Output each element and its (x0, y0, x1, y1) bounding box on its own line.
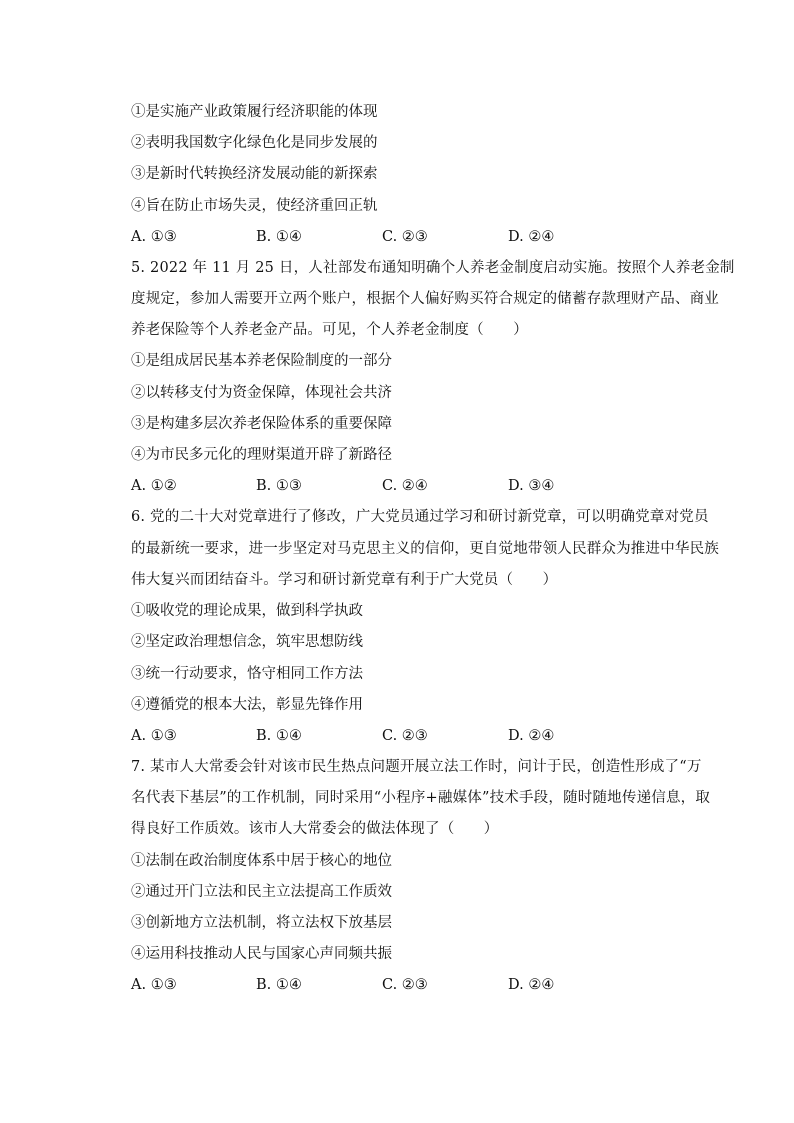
statement-3: ③统一行动要求，恪守相同工作方法 (131, 666, 363, 682)
option-a[interactable]: A. ①③ (131, 977, 177, 993)
statement-3: ③是新时代转换经济发展动能的新探索 (131, 166, 378, 182)
statement-4: ④运用科技推动人民与国家心声同频共振 (131, 946, 392, 962)
option-d[interactable]: D. ②④ (508, 229, 555, 245)
option-c[interactable]: C. ②④ (382, 478, 428, 494)
option-b[interactable]: B. ①③ (256, 478, 302, 494)
statement-2: ②通过开门立法和民主立法提高工作质效 (131, 884, 392, 900)
option-d[interactable]: D. ②④ (508, 728, 555, 744)
statement-3: ③是构建多层次养老保险体系的重要保障 (131, 416, 392, 432)
statement-2: ②表明我国数字化绿色化是同步发展的 (131, 135, 378, 151)
statement-4: ④旨在防止市场失灵，使经济重回正轨 (131, 198, 378, 214)
option-a[interactable]: A. ①② (131, 478, 177, 494)
statement-1: ①法制在政治制度体系中居于核心的地位 (131, 853, 392, 869)
question-stem-line: 的最新统一要求，进一步坚定对马克思主义的信仰，更自觉地带领人民群众为推进中华民族 (131, 541, 719, 557)
question-stem-line: 伟大复兴而团结奋斗。学习和研讨新党章有利于广大党员（ ） (131, 572, 558, 588)
option-d[interactable]: D. ③④ (508, 478, 555, 494)
question-stem-line: 7. 某市人大常委会针对该市民生热点问题开展立法工作时，问计于民，创造性形成了“万 (131, 759, 702, 775)
question-stem-line: 名代表下基层”的工作机制，同时采用“小程序+融媒体”技术手段，随时随地传递信息，取 (131, 790, 711, 806)
question-stem-line: 6. 党的二十大对党章进行了修改，广大党员通过学习和研讨新党章，可以明确党章对党员 (131, 509, 709, 525)
option-b[interactable]: B. ①④ (256, 977, 302, 993)
question-stem-line: 度规定，参加人需要开立两个账户，根据个人偏好购买符合规定的储蓄存款理财产品、商业 (131, 291, 719, 307)
statement-2: ②以转移支付为资金保障，体现社会共济 (131, 385, 392, 401)
question-stem-line: 得良好工作质效。该市人大常委会的做法体现了（ ） (131, 821, 499, 837)
option-a[interactable]: A. ①③ (131, 229, 177, 245)
option-c[interactable]: C. ②③ (382, 728, 428, 744)
option-b[interactable]: B. ①④ (256, 728, 302, 744)
statement-2: ②坚定政治理想信念，筑牢思想防线 (131, 634, 363, 650)
question-stem-line: 5. 2022 年 11 月 25 日，人社部发布通知明确个人养老金制度启动实施。按照个人养老金制 (131, 260, 735, 276)
option-a[interactable]: A. ①③ (131, 728, 177, 744)
option-b[interactable]: B. ①④ (256, 229, 302, 245)
option-c[interactable]: C. ②③ (382, 977, 428, 993)
question-stem-line: 养老保险等个人养老金产品。可见，个人养老金制度（ ） (131, 322, 528, 338)
statement-3: ③创新地方立法机制，将立法权下放基层 (131, 915, 392, 931)
option-d[interactable]: D. ②④ (508, 977, 555, 993)
statement-1: ①吸收党的理论成果，做到科学执政 (131, 603, 363, 619)
statement-4: ④为市民多元化的理财渠道开辟了新路径 (131, 447, 392, 463)
statement-1: ①是实施产业政策履行经济职能的体现 (131, 104, 378, 120)
option-c[interactable]: C. ②③ (382, 229, 428, 245)
statement-4: ④遵循党的根本大法，彰显先锋作用 (131, 697, 363, 713)
statement-1: ①是组成居民基本养老保险制度的一部分 (131, 353, 392, 369)
